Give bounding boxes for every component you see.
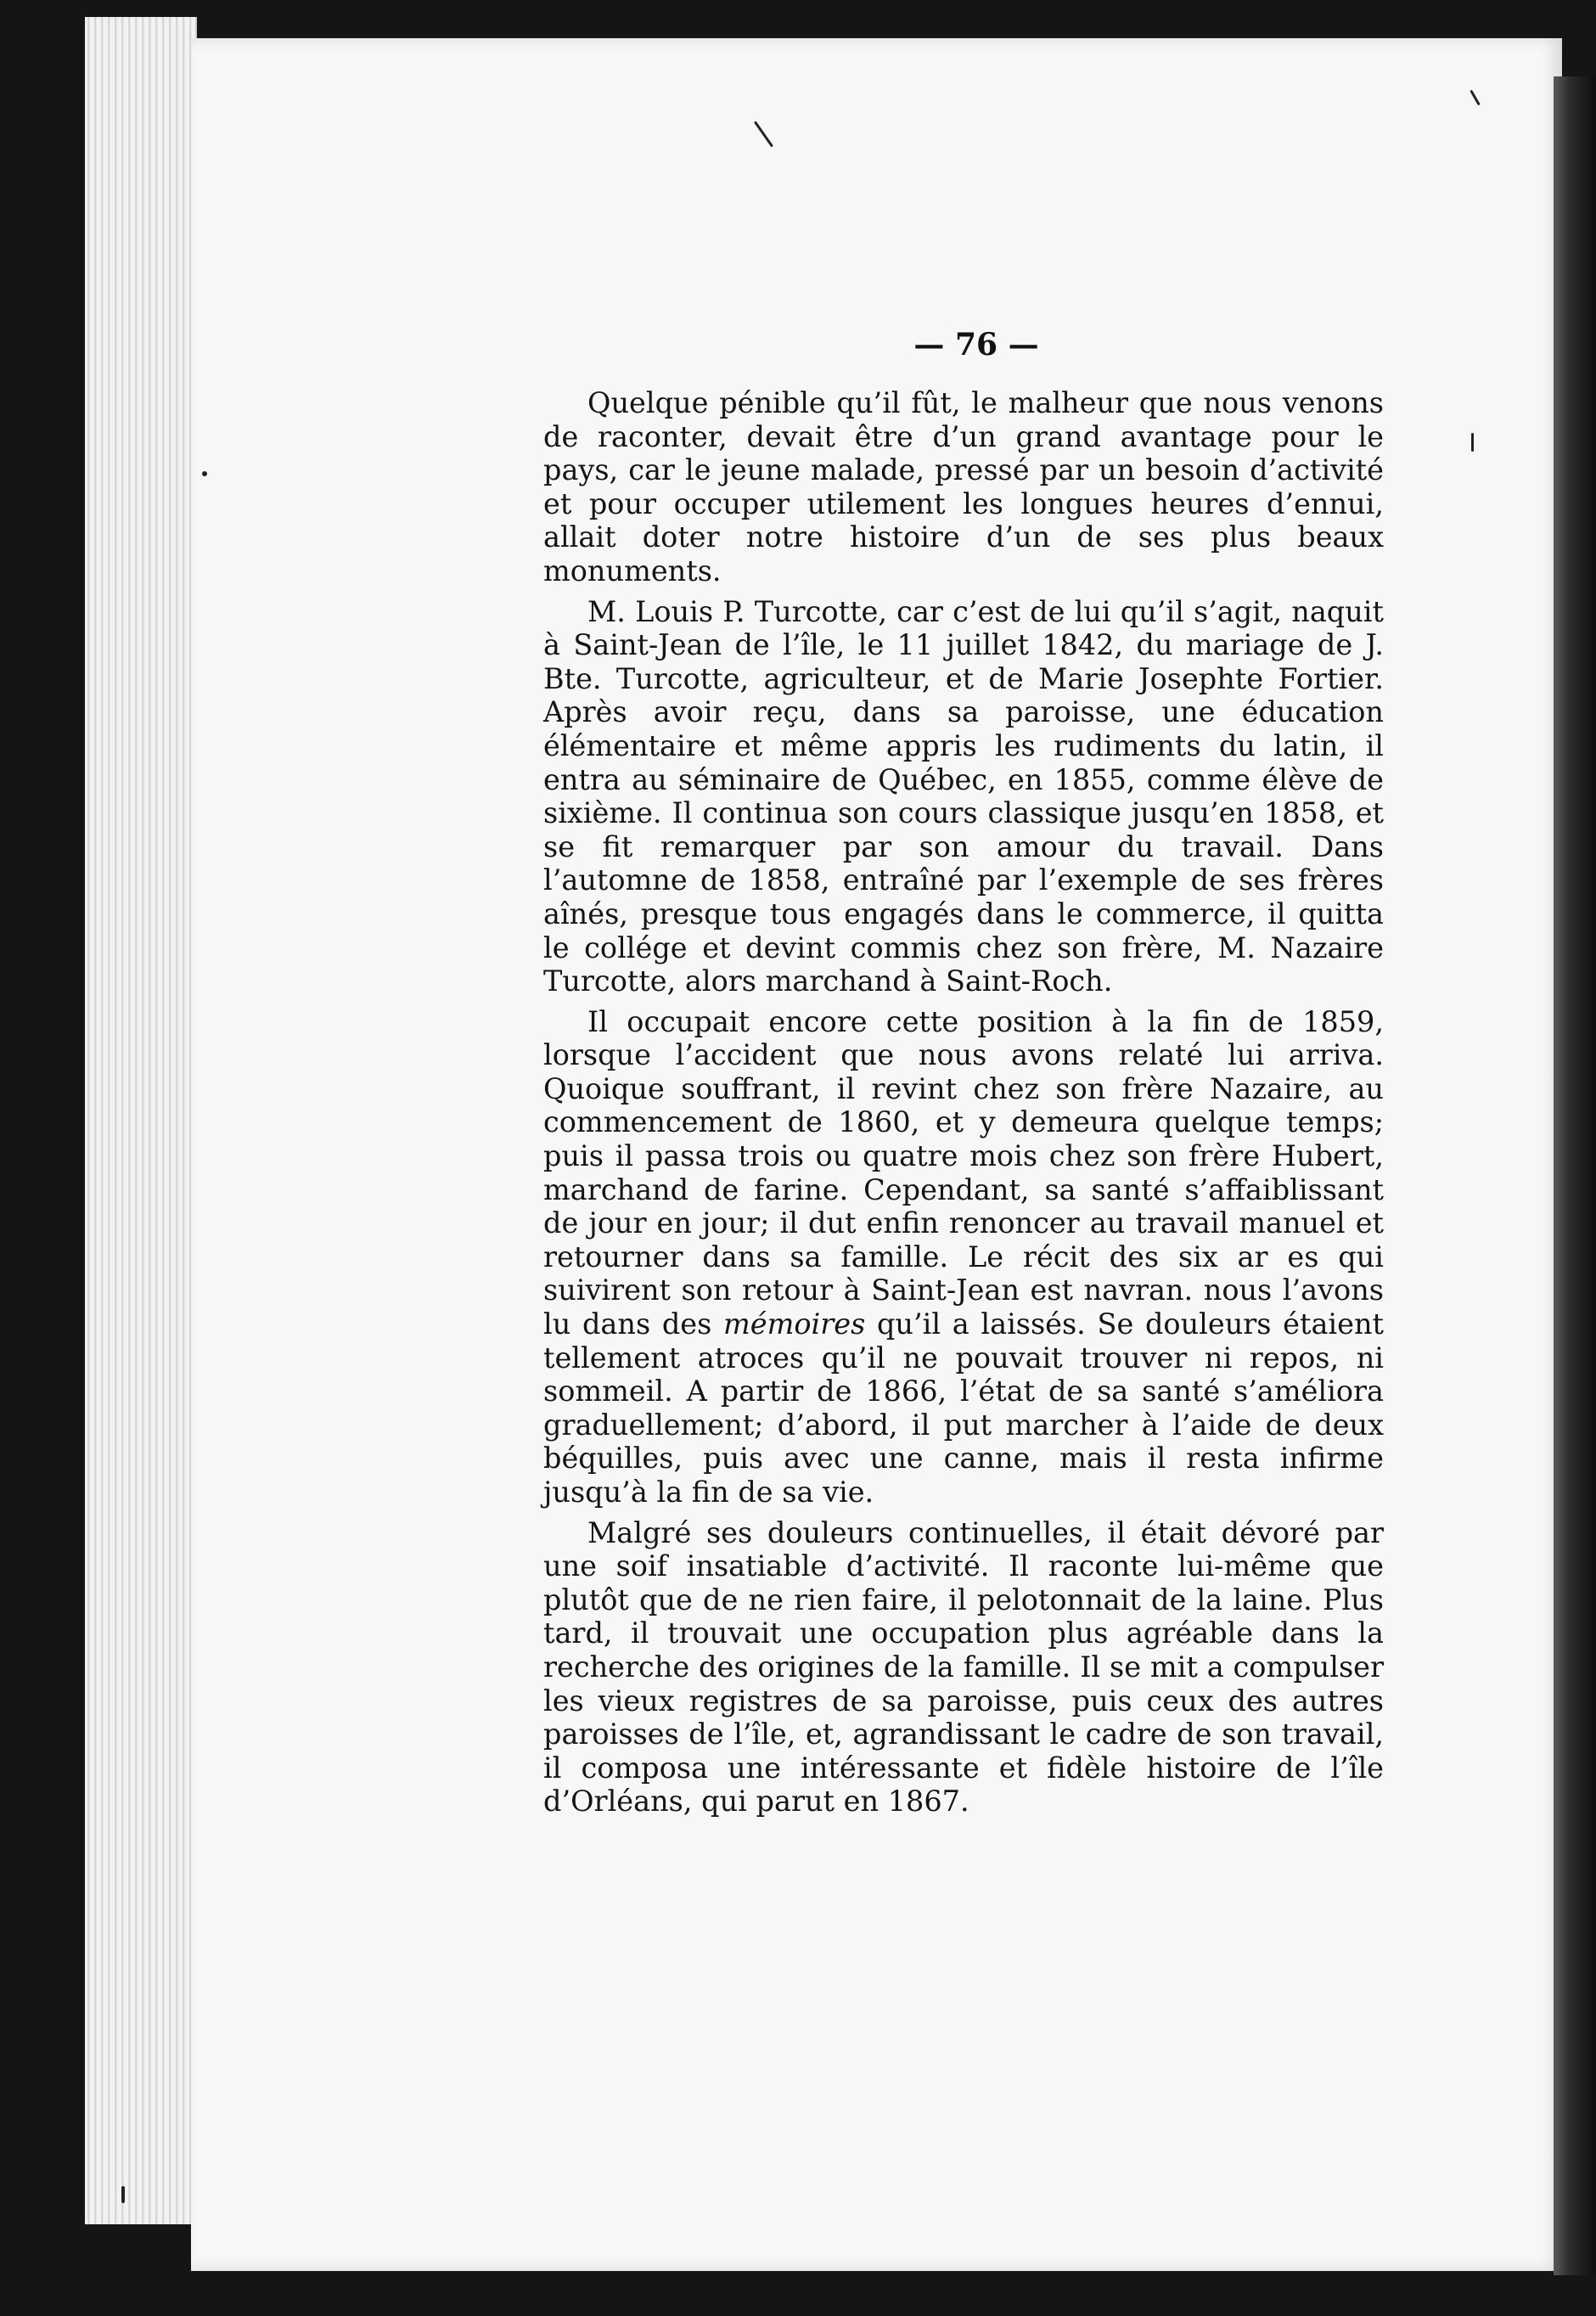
- book-page-edges: [85, 17, 197, 2224]
- paragraph-3: [543, 1005, 1384, 1509]
- paragraph-3-part-2: qu’il a laissés. Se douleurs étaient tellement atroces qu’il ne pouvait trouver ni repos, ni sommeil. A partir de 1866, l’état de sa santé s’améliora graduellement; d’abord, il put marcher à l’aide de deux béquilles, puis avec une canne, mais il resta infirme jusqu’à la fin de sa vie.: [543, 1307, 1384, 1509]
- paragraph-2: M. Louis P. Turcotte, car c’est de lui qu’il s’agit, naquit à Saint-Jean de l’île, le 11 juillet 1842, du mariage de J. Bte. Turcotte, agriculteur, et de Marie Josephte Fortier. Après avoir reçu, dans sa paroisse, une éducation élémentaire et même appris les rudiments du latin, il entra au séminaire de Québec, en 1855, comme élève de sixième. Il continua son cours classique jusqu’en 1858, et se fit remarquer par son amour du travail. Dans l’automne de 1858, entraîné par l’exemple de ses frères aînés, presque tous engagés dans le commerce, il quitta le collége et devint commis chez son frère, M. Nazaire Turcotte, alors marchand à Saint-Roch.: [543, 594, 1384, 998]
- dust-speck: [121, 2186, 125, 2203]
- paragraph-3-part-1: Il occupait encore cette position à la fin de 1859, lorsque l’accident que nous avons relaté lui arriva. Quoique souffrant, il revint chez son frère Nazaire, au commencement de 1860, et y demeura quelque temps; puis il passa trois ou quatre mois chez son frère Hubert, marchand de farine. Cependant, sa santé s’affaiblissant de jour en jour; il dut enfin renoncer au travail manuel et retourner dans sa famille. Le récit des six ar es qui suivirent son retour à Saint-Jean est navran. nous l’avons lu dans des: [543, 1004, 1384, 1341]
- binding-shadow: [1554, 76, 1596, 2275]
- dust-speck: [1471, 433, 1474, 452]
- paragraph-4: Malgré ses douleurs continuelles, il était dévoré par une soif insatiable d’activité. Il raconte lui-même que plutôt que de ne rien faire, il pelotonnait de la laine. Plus tard, il trouvait une occupation plus agréable dans la recherche des origines de la famille. Il se mit a compulser les vieux registres de sa paroisse, puis ceux des autres paroisses de l’île, et, agrandissant le cadre de son travail, il composa une intéressante et fidèle histoire de l’île d’Orléans, qui parut en 1867.: [543, 1515, 1384, 1819]
- dust-speck: [202, 471, 207, 476]
- page-number: — 76 —: [913, 327, 1039, 363]
- italic-memoires: mémoires: [722, 1307, 866, 1341]
- body-text: [543, 386, 1384, 1819]
- paragraph-1: Quelque pénible qu’il fût, le malheur que nous venons de raconter, devait être d’un grand avantage pour le pays, car le jeune malade, pressé par un besoin d’activité et pour occuper utilement les longues heures d’ennui, allait doter notre histoire d’un de ses plus beaux monuments.: [543, 386, 1384, 587]
